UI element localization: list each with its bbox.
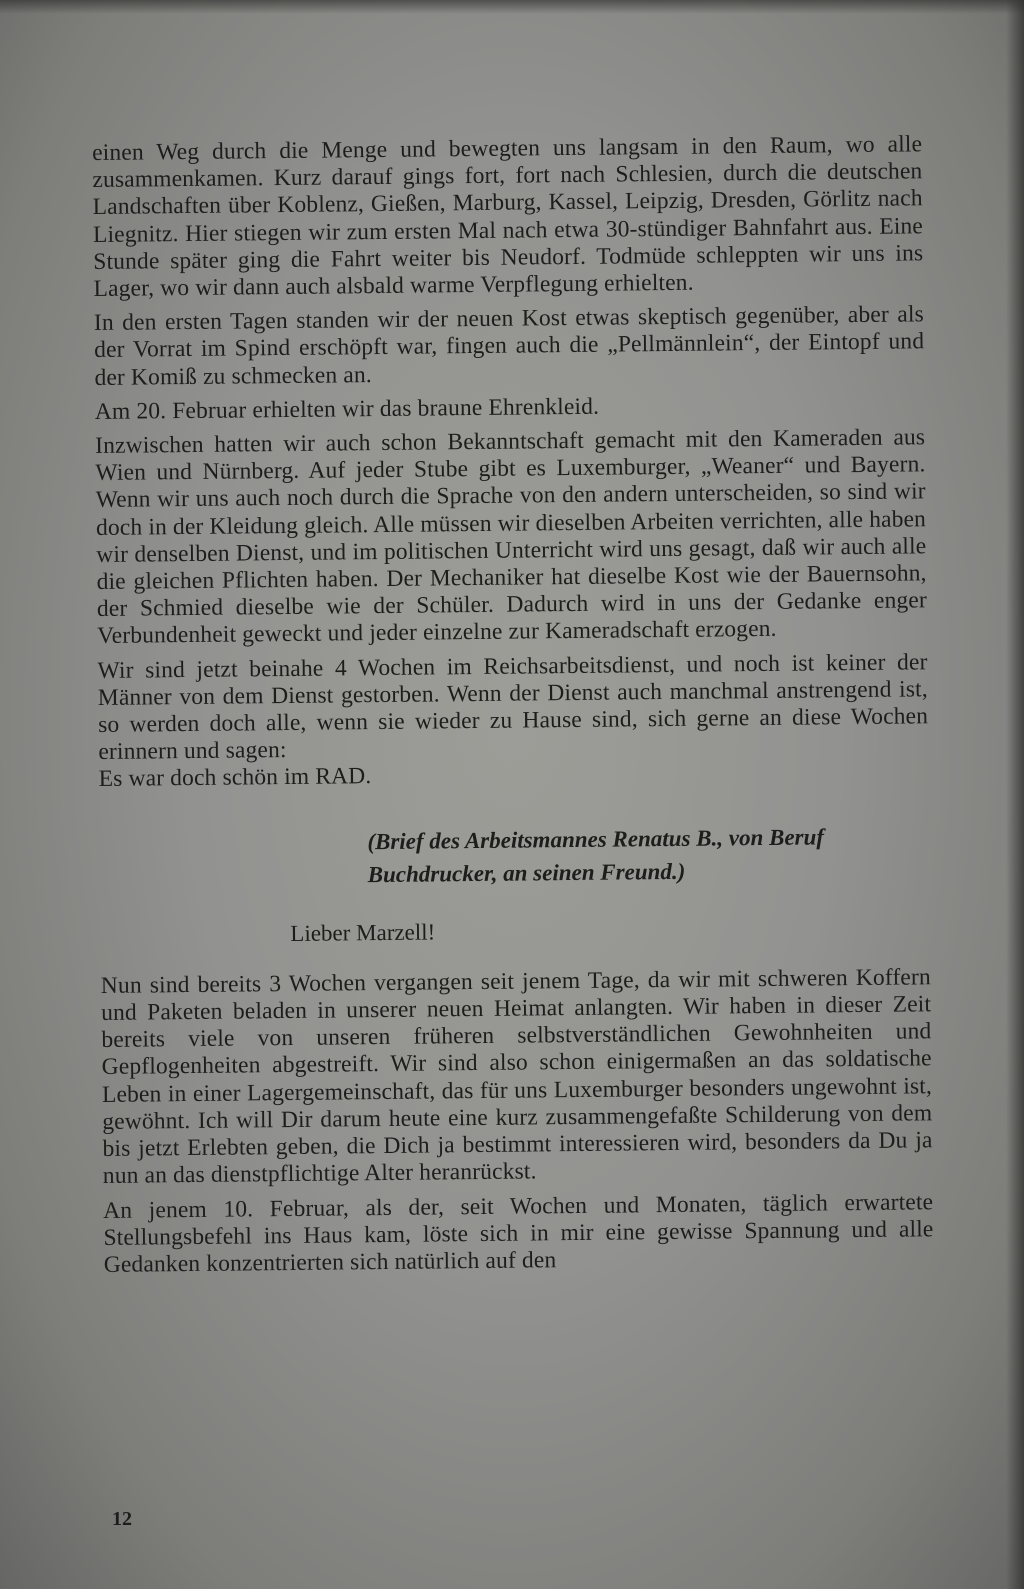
page-number: 12 <box>112 1508 132 1530</box>
letter2-paragraph: An jenem 10. Februar, als der, seit Wochen und Monaten, täglich erwartete Stellungsbefehl ins Haus kam, löste sich in mir eine gewisse Spannung und alle Gedanken konzentrierten sich natürlich auf den <box>103 1188 934 1278</box>
letter1-paragraph: Am 20. Februar erhielten wir das braune Ehrenkleid. <box>94 393 600 425</box>
page-top-shadow <box>0 0 1024 14</box>
letter2-salutation: Lieber Marzell! <box>290 919 436 946</box>
page-text-block <box>92 131 934 1286</box>
letter1-paragraph: In den ersten Tagen standen wir der neuen Kost etwas skeptisch gegenüber, aber als der Vorrat im Spind erschöpft war, fingen auch die „Pellmännlein“, der Eintopf und der Komiß zu schmecken an. <box>93 301 925 391</box>
letter1-paragraph: Wir sind jetzt beinahe 4 Wochen im Reichsarbeitsdienst, und noch ist keiner der Männer von dem Dienst gestorben. Wenn der Dienst auch manchmal anstrengend ist, so werden doch alle, wenn sie wieder zu Hause sind, sich gerne an diese Wochen erinnern und sagen: <box>97 648 929 766</box>
caption-line: (Brief des Arbeitsmannes Renatus B., von Beruf <box>367 824 825 854</box>
letter1-paragraph: einen Weg durch die Menge und bewegten uns langsam in den Raum, wo alle zusammenkamen. Kurz darauf gings fort, fort nach Schlesien, durch die deutschen Landschaften über Koblenz, Gießen, Marburg, Kassel, Leipzig, Dresden, Görlitz nach Liegnitz. Hier stiegen wir zum ersten Mal nach etwa 30-stündiger Bahnfahrt aus. Eine Stunde später ging die Fahrt weiter bis Neudorf. Todmüde schleppten wir uns ins Lager, wo wir dann auch alsbald warme Verpflegung erhielten. <box>92 131 924 303</box>
letter1-paragraph: Inzwischen hatten wir auch schon Bekanntschaft gemacht mit den Kameraden aus Wien und Nürnberg. Auf jeder Stube gibt es Luxemburger, „Weaner“ und Bayern. Wenn wir uns auch noch durch die Sprache von den andern unterscheiden, so sind wir doch in der Kleidung gleich. Alle müssen wir dieselben Arbeiten verrichten, alle haben wir denselben Dienst, und im politischen Unterricht wird uns gesagt, daß wir auch alle die gleichen Pflichten haben. Der Mechaniker hat dieselbe Kost wie der Bauernsohn, der Schmied dieselbe wie der Schüler. Dadurch wird in uns der Gedanke enger Verbundenheit geweckt und jeder einzelne zur Kameradschaft erzogen. <box>95 424 928 650</box>
letter-caption <box>367 819 930 891</box>
letter2-paragraph: Nun sind bereits 3 Wochen vergangen seit jenem Tage, da wir mit schweren Koffern und Paketen beladen in unserer neuen Heimat anlangten. Wir haben in dieser Zeit bereits viele von unseren früheren selbstverständlichen Gewohnheiten und Gepflogenheiten abgestreift. Wir sind also schon einigermaßen an das soldatische Leben in einer Lagergemeinschaft, das für uns Luxemburger besonders ungewohnt ist, gewöhnt. Ich will Dir darum heute eine kurz zusammengefaßte Schilderung von dem bis jetzt Erlebten geben, die Dich ja bestimmt interessieren wird, besonders da Du ja nun an das dienstpflichtige Alter heranrückst. <box>100 964 933 1190</box>
letter1-closing-line: Es war doch schön im RAD. <box>98 763 372 793</box>
caption-line: Buchdrucker, an seinen Freund.) <box>367 858 686 887</box>
page-right-shadow <box>1006 0 1024 1589</box>
